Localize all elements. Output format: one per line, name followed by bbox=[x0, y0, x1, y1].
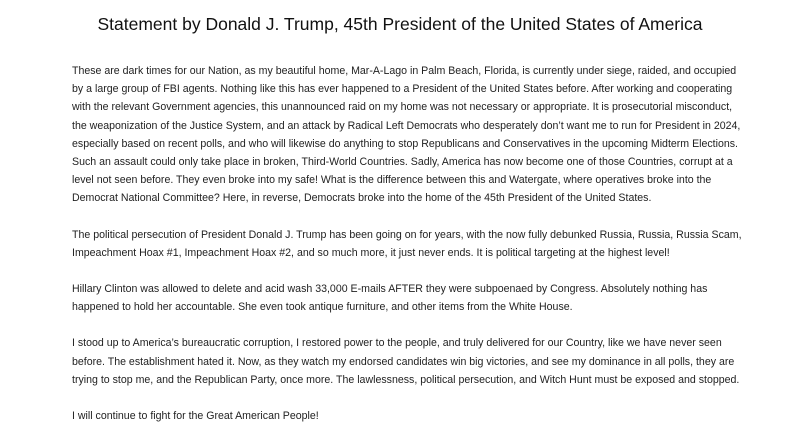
text-line: before. The establishment hated it. Now, as they watch my endorsed candidates win big victories, and see my dominance in all polls, they are bbox=[72, 355, 735, 368]
text-line: with the relevant Government agencies, this unannounced raid on my home was not necessary or appropriate. It is prosecutorial misconduct, bbox=[72, 101, 733, 114]
text-line: by a large group of FBI agents. Nothing like this has ever happened to a President of the United States before. After working and cooperating bbox=[72, 83, 733, 96]
text-line: These are dark times for our Nation, as my beautiful home, Mar-A-Lago in Palm Beach, Florida, is currently under siege, raided, and occupied bbox=[72, 65, 737, 77]
text-line: Hillary Clinton was allowed to delete and acid wash 33,000 E-mails AFTER they were subpoenaed by Congress. Absolutely nothing has bbox=[72, 283, 708, 296]
text-line: especially based on recent polls, and who will likewise do anything to stop Republicans and Conservatives in the upcoming Midterm Elections. bbox=[72, 137, 738, 150]
paragraph-5 bbox=[72, 407, 772, 425]
text-line: Impeachment Hoax #1, Impeachment Hoax #2, and so much more, it just never ends. It is political targeting at the highest level! bbox=[72, 246, 670, 259]
paragraph-2 bbox=[72, 226, 772, 262]
paragraph-4 bbox=[72, 334, 772, 389]
text-line: I will continue to fight for the Great American People! bbox=[72, 410, 319, 423]
text-line: happened to hold her accountable. She even took antique furniture, and other items from the White House. bbox=[72, 301, 573, 314]
text-line: the weaponization of the Justice System, and an attack by Radical Left Democrats who desperately don’t want me to run for President in 2024, bbox=[72, 119, 741, 132]
paragraph-1 bbox=[72, 62, 772, 208]
text-line: I stood up to America’s bureaucratic corruption, I restored power to the people, and truly delivered for our Country, like we have never seen bbox=[72, 337, 722, 350]
text-line: The political persecution of President Donald J. Trump has been going on for years, with the now fully debunked Russia, Russia, Russia Scam, bbox=[72, 228, 742, 241]
statement-body bbox=[72, 62, 772, 443]
text-line: Such an assault could only take place in broken, Third-World Countries. Sadly, America has now become one of those Countries, corrupt at a bbox=[72, 156, 733, 169]
document-title: Statement by Donald J. Trump, 45th President of the United States of America bbox=[97, 14, 703, 34]
text-line: level not seen before. They even broke into my safe! What is the difference between this and Watergate, where operatives broke into the bbox=[72, 174, 712, 187]
text-line: Democrat National Committee? Here, in reverse, Democrats broke into the home of the 45th President of the United States. bbox=[72, 192, 652, 205]
text-line: trying to stop me, and the Republican Party, once more. The lawlessness, political persecution, and Witch Hunt must be exposed and stopped. bbox=[72, 373, 740, 386]
paragraph-3 bbox=[72, 280, 772, 316]
